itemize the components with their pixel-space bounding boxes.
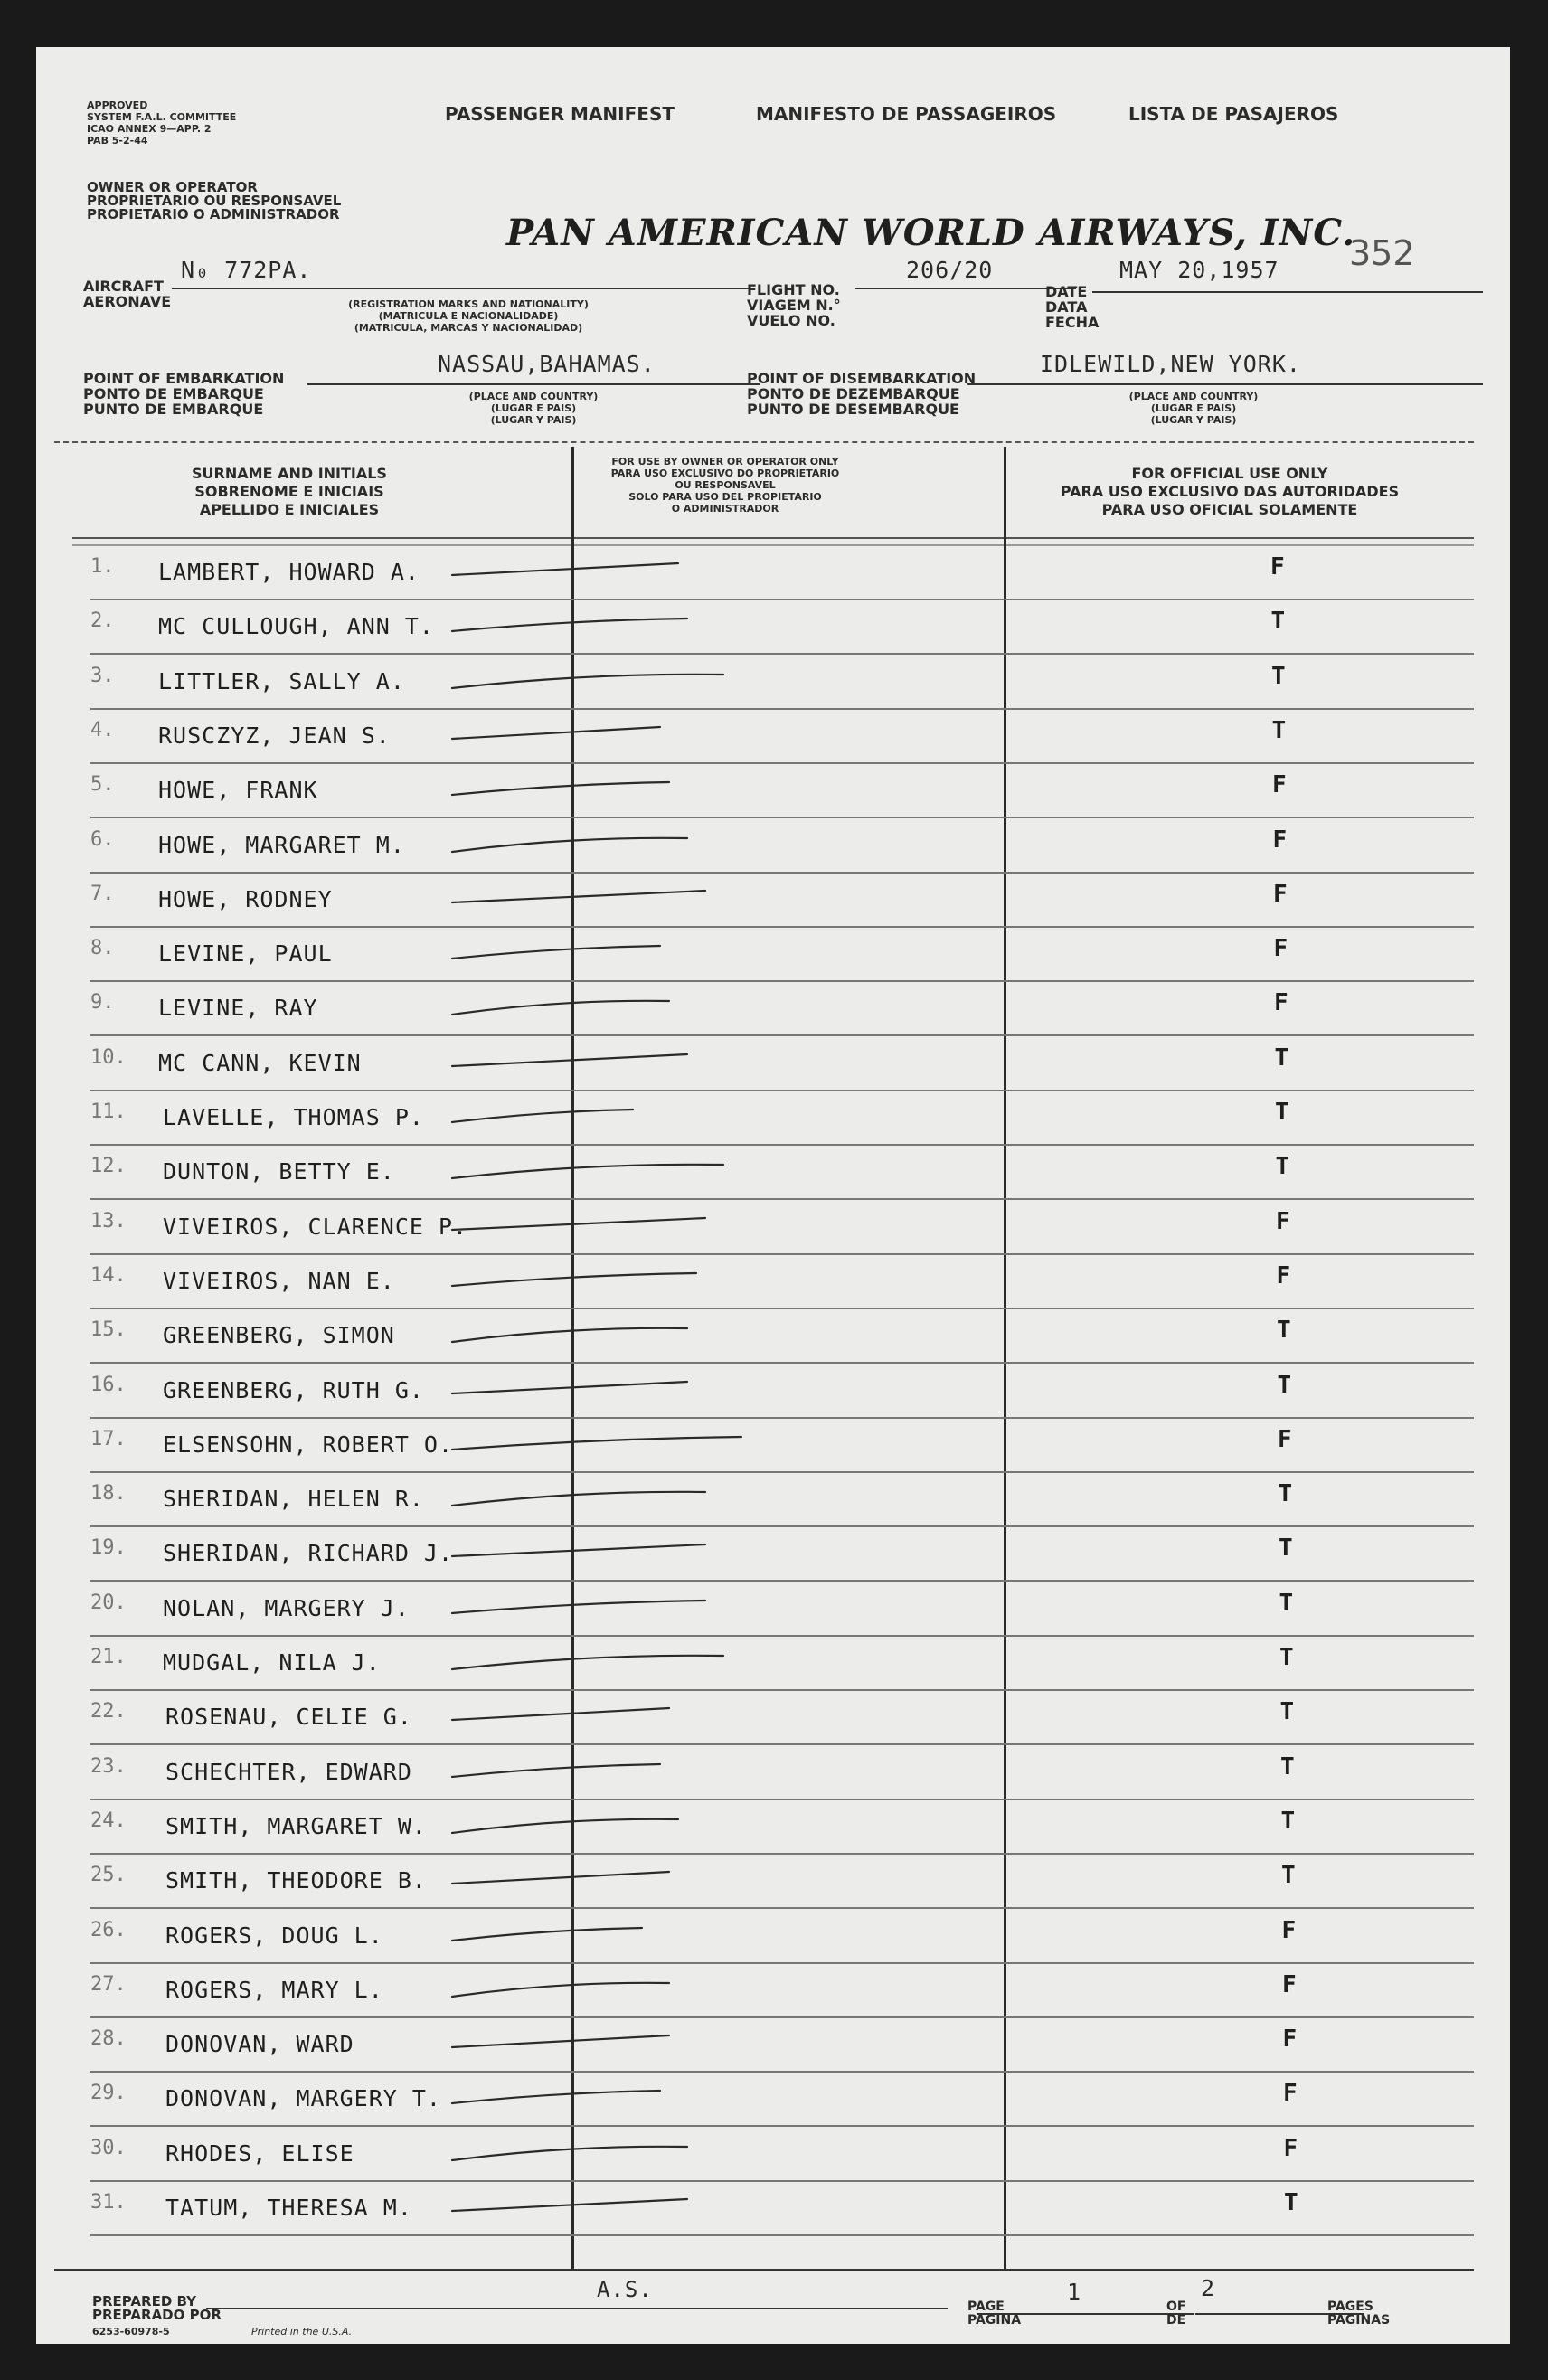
pen-stroke: [452, 1910, 958, 1964]
official-use-code: F: [1276, 1207, 1290, 1235]
row-number: 18.: [90, 1482, 127, 1506]
of-label: [1166, 2300, 1185, 2328]
pen-stroke: [452, 982, 958, 1036]
table-row: [54, 819, 1474, 874]
pen-stroke: [452, 1637, 958, 1691]
official-use-code: F: [1272, 771, 1287, 799]
official-use-code: F: [1283, 2134, 1298, 2162]
passenger-name: GREENBERG, RUTH G.: [163, 1376, 424, 1403]
passenger-name: DONOVAN, MARGERY T.: [165, 2085, 441, 2112]
prepared-by-label: [92, 2295, 222, 2322]
table-row: [54, 1309, 1474, 1364]
table-row: [54, 1255, 1474, 1309]
table-row: [54, 710, 1474, 764]
printed-in: Printed in the U.S.A.: [251, 2326, 353, 2338]
page-value: 1: [1067, 2279, 1082, 2305]
row-number: 1.: [90, 555, 115, 578]
official-use-code: F: [1274, 989, 1288, 1017]
pen-stroke: [452, 710, 958, 764]
table-row: [54, 1910, 1474, 1964]
passenger-name: VIVEIROS, CLARENCE P.: [163, 1213, 468, 1240]
total-pages-value: 2: [1201, 2275, 1216, 2301]
passenger-name: ELSENSOHN, ROBERT O.: [163, 1431, 454, 1458]
official-use-code: T: [1279, 1535, 1293, 1563]
flight-label-line: VUELO NO.: [747, 312, 835, 329]
passenger-name: RHODES, ELISE: [165, 2139, 354, 2167]
table-row: [54, 2182, 1474, 2236]
pen-stroke: [452, 2018, 958, 2073]
row-number: 4.: [90, 718, 115, 741]
row-number: 28.: [90, 2027, 127, 2051]
title-english: PASSENGER MANIFEST: [445, 103, 675, 125]
embark-sub-line: (PLACE AND COUNTRY): [468, 391, 599, 402]
passenger-name: LAMBERT, HOWARD A.: [158, 559, 420, 585]
aircraft-label-line: AERONAVE: [83, 293, 172, 310]
flight-number: 206/20: [906, 257, 994, 283]
embark-label-line: POINT OF EMBARKATION: [83, 370, 285, 387]
pen-stroke: [452, 1309, 958, 1364]
row-number: 24.: [90, 1809, 127, 1832]
airline-name: PAN AMERICAN WORLD AIRWAYS, INC.: [506, 212, 1356, 254]
passenger-name: TATUM, THERESA M.: [165, 2195, 412, 2221]
passenger-name: LEVINE, PAUL: [158, 940, 333, 968]
title-portuguese: MANIFESTO DE PASSAGEIROS: [756, 103, 1057, 125]
pen-stroke: [452, 1800, 958, 1855]
owner-label-line: PROPIETARIO O ADMINISTRADOR: [87, 206, 340, 222]
table-row: [54, 1365, 1474, 1419]
official-use-code: T: [1275, 1099, 1289, 1126]
official-use-code: F: [1283, 2080, 1298, 2108]
table-row: [54, 1091, 1474, 1146]
official-use-code: T: [1279, 1589, 1294, 1617]
table-row: [54, 1637, 1474, 1691]
column-header-line: OU RESPONSAVEL: [675, 479, 776, 491]
table-row: [54, 1037, 1474, 1091]
table-row: [54, 2073, 1474, 2127]
pages-label-line: PAGINAS: [1327, 2313, 1391, 2328]
passenger-name: LAVELLE, THOMAS P.: [163, 1104, 424, 1130]
official-use-code: F: [1282, 1970, 1297, 1998]
passenger-name: SHERIDAN, RICHARD J.: [163, 1540, 454, 1567]
passenger-name: LEVINE, RAY: [158, 995, 318, 1022]
passenger-name: SCHECHTER, EDWARD: [165, 1758, 412, 1785]
passenger-name: ROGERS, MARY L.: [165, 1976, 383, 2003]
row-number: 21.: [90, 1646, 127, 1668]
table-row: [54, 1964, 1474, 2018]
official-use-code: F: [1273, 935, 1288, 963]
embark-label: [83, 371, 284, 417]
passenger-name: SMITH, THEODORE B.: [165, 1867, 427, 1894]
disembark-label-line: POINT OF DISEMBARKATION: [747, 370, 977, 387]
passenger-name: VIVEIROS, NAN E.: [163, 1267, 395, 1294]
row-number: 31.: [90, 2191, 127, 2214]
row-number: 7.: [90, 882, 115, 905]
passenger-name: SHERIDAN, HELEN R.: [163, 1486, 424, 1513]
aircraft-sub-line: (REGISTRATION MARKS AND NATIONALITY): [348, 298, 589, 310]
column-header-line: SOBRENOME E INICIAIS: [194, 483, 384, 500]
table-row: [54, 2018, 1474, 2073]
pen-stroke: [452, 1746, 958, 1800]
row-number: 8.: [90, 937, 115, 960]
official-use-code: T: [1280, 1752, 1295, 1780]
column-header-line: FOR USE BY OWNER OR OPERATOR ONLY: [611, 456, 839, 468]
official-use-code: T: [1280, 1807, 1296, 1835]
row-number: 26.: [90, 1918, 127, 1941]
pen-stroke: [452, 1365, 958, 1419]
pen-stroke: [452, 1527, 958, 1582]
pen-stroke: [452, 1146, 958, 1200]
disembark-label-line: PUNTO DE DESEMBARQUE: [747, 401, 959, 418]
pen-stroke: [452, 1964, 958, 2018]
aircraft-label-line: AIRCRAFT: [83, 278, 164, 295]
disembark-label-line: PONTO DE DEZEMBARQUE: [747, 385, 960, 402]
row-number: 23.: [90, 1754, 127, 1778]
pen-stroke: [452, 1037, 958, 1091]
prepared-label-line: PREPARADO POR: [92, 2307, 222, 2323]
row-number: 30.: [90, 2136, 127, 2159]
embark-sublabel: [416, 391, 651, 426]
pen-stroke: [452, 1582, 958, 1637]
table-row: [54, 600, 1474, 655]
table-row: [54, 1582, 1474, 1637]
pen-stroke: [452, 600, 958, 655]
table-row: [54, 982, 1474, 1036]
official-use-code: F: [1270, 553, 1285, 581]
prepared-by-value: A.S.: [597, 2277, 653, 2302]
official-use-code: F: [1278, 1425, 1292, 1453]
official-use-code: T: [1279, 1644, 1294, 1671]
official-use-code: F: [1273, 880, 1288, 908]
pen-stroke: [452, 1473, 958, 1527]
of-label-line: OF: [1166, 2300, 1186, 2314]
embark-label-line: PUNTO DE EMBARQUE: [83, 401, 264, 418]
official-use-code: T: [1277, 1317, 1291, 1345]
of-label-line: DE: [1166, 2313, 1186, 2328]
disembark-place: IDLEWILD,NEW YORK.: [1040, 351, 1301, 377]
table-row: [54, 764, 1474, 818]
row-number: 27.: [90, 1972, 127, 1996]
table-row: [54, 1527, 1474, 1582]
passenger-name: MUDGAL, NILA J.: [163, 1649, 381, 1676]
row-number: 5.: [90, 773, 115, 797]
disembark-label: [747, 371, 976, 417]
disembark-sub-line: (LUGAR Y PAIS): [1150, 414, 1237, 426]
passenger-name: SMITH, MARGARET W.: [165, 1812, 427, 1839]
table-row: [54, 874, 1474, 928]
official-use-code: T: [1271, 716, 1287, 744]
official-use-code: F: [1276, 1261, 1291, 1289]
approval-line: ICAO ANNEX 9—APP. 2: [87, 123, 212, 135]
disembark-sublabel: [1076, 391, 1311, 426]
pen-stroke: [452, 819, 958, 874]
row-number: 19.: [90, 1536, 127, 1560]
row-number: 14.: [90, 1263, 127, 1287]
aircraft-registration: N₀ 772PA.: [181, 257, 312, 283]
aircraft-sublabel: [278, 298, 658, 334]
embark-place: NASSAU,BAHAMAS.: [438, 351, 656, 377]
table-row: [54, 1691, 1474, 1745]
column-header-line: PARA USO EXCLUSIVO DAS AUTORIDADES: [1060, 483, 1400, 500]
row-number: 6.: [90, 827, 115, 851]
aircraft-label: [83, 279, 171, 309]
column-header-line: APELLIDO E INICIALES: [199, 501, 380, 518]
pen-stroke: [452, 874, 958, 928]
passenger-name: MC CANN, KEVIN: [158, 1049, 362, 1076]
passenger-name: HOWE, FRANK: [158, 777, 318, 804]
disembark-sub-line: (PLACE AND COUNTRY): [1128, 391, 1259, 402]
passenger-name: MC CULLOUGH, ANN T.: [158, 613, 434, 640]
table-row: [54, 546, 1474, 600]
page-label-line: PAGINA: [968, 2313, 1022, 2328]
aircraft-sub-line: (MATRICULA E NACIONALIDADE): [378, 310, 559, 322]
column-header-line: FOR OFFICIAL USE ONLY: [1131, 465, 1328, 482]
row-number: 29.: [90, 2082, 127, 2105]
official-use-code: T: [1279, 1698, 1295, 1726]
flight-label-line: VIAGEM N.°: [747, 297, 841, 314]
pen-stroke: [452, 2073, 958, 2127]
passenger-name: ROGERS, DOUG L.: [165, 1922, 383, 1949]
aircraft-sub-line: (MATRICULA, MARCAS Y NACIONALIDAD): [354, 322, 583, 334]
page-label-line: PAGE: [968, 2300, 1005, 2314]
table-row: [54, 1419, 1474, 1473]
table-row: [54, 1146, 1474, 1200]
stamped-page-number: 352: [1349, 233, 1415, 273]
table-row: [54, 1855, 1474, 1909]
approval-block: [87, 99, 236, 146]
official-use-code: T: [1278, 1480, 1293, 1508]
pen-stroke: [452, 2182, 958, 2236]
row-number: 12.: [90, 1155, 127, 1178]
pen-stroke: [452, 1091, 958, 1146]
official-use-code: T: [1281, 1862, 1296, 1890]
column-header-line: O ADMINISTRADOR: [671, 503, 779, 515]
official-use-code: F: [1281, 1916, 1297, 1944]
pages-label: [1327, 2300, 1390, 2328]
manifest-sheet: [36, 47, 1510, 2344]
row-number: 9.: [90, 991, 115, 1015]
pen-stroke: [452, 928, 958, 982]
official-use-code: T: [1275, 1153, 1290, 1181]
column-header-line: SURNAME AND INITIALS: [192, 465, 387, 482]
official-use-code: T: [1274, 1044, 1289, 1072]
column-header-names: [90, 465, 488, 519]
table-row: [54, 1800, 1474, 1855]
table-row: [54, 1746, 1474, 1800]
passenger-name: DUNTON, BETTY E.: [163, 1158, 395, 1185]
passenger-name: LITTLER, SALLY A.: [158, 667, 405, 694]
embark-label-line: PONTO DE EMBARQUE: [83, 385, 264, 402]
date-label-line: DATA: [1045, 298, 1088, 316]
prepared-label-line: PREPARED BY: [92, 2293, 196, 2309]
embark-sub-line: (LUGAR Y PAIS): [490, 414, 577, 426]
pen-stroke: [452, 2128, 958, 2182]
approval-line: APPROVED: [87, 99, 148, 111]
pen-stroke: [452, 1419, 958, 1473]
table-row: [54, 2128, 1474, 2182]
row-number: 20.: [90, 1591, 127, 1614]
disembark-sub-line: (LUGAR E PAIS): [1150, 402, 1237, 414]
flight-label: [747, 282, 841, 328]
row-number: 16.: [90, 1373, 127, 1396]
pen-stroke: [452, 1855, 958, 1909]
pen-stroke: [452, 764, 958, 818]
approval-line: PAB 5-2-44: [87, 135, 148, 146]
embark-sub-line: (LUGAR E PAIS): [490, 402, 577, 414]
column-header-line: PARA USO EXCLUSIVO DO PROPRIETARIO: [610, 468, 840, 479]
row-number: 22.: [90, 1700, 127, 1724]
pen-stroke: [452, 1201, 958, 1255]
flight-label-line: FLIGHT NO.: [747, 281, 840, 298]
row-number: 10.: [90, 1045, 127, 1069]
column-header-official: [1013, 465, 1447, 519]
approval-line: SYSTEM F.A.L. COMMITTEE: [87, 111, 237, 123]
official-use-code: T: [1277, 1371, 1292, 1399]
pen-stroke: [452, 656, 958, 710]
table-row: [54, 1201, 1474, 1255]
official-use-code: T: [1271, 662, 1286, 690]
official-use-code: T: [1284, 2189, 1298, 2216]
date-label: [1045, 284, 1099, 330]
column-header-owner-use: [571, 456, 879, 515]
pages-label-line: PAGES: [1327, 2300, 1373, 2314]
table-row: [54, 656, 1474, 710]
pen-stroke: [452, 1691, 958, 1745]
date-label-line: DATE: [1045, 283, 1088, 300]
official-use-code: T: [1270, 608, 1286, 636]
owner-label: [87, 181, 341, 222]
title-spanish: LISTA DE PASAJEROS: [1128, 103, 1339, 125]
row-number: 15.: [90, 1318, 127, 1342]
pen-stroke: [452, 1255, 958, 1309]
passenger-name: NOLAN, MARGERY J.: [163, 1594, 410, 1621]
pen-stroke: [452, 546, 958, 600]
passenger-name: GREENBERG, SIMON: [163, 1322, 395, 1349]
flight-date: MAY 20,1957: [1119, 257, 1279, 283]
column-header-line: SOLO PARA USO DEL PROPIETARIO: [628, 491, 822, 503]
passenger-name: RUSCZYZ, JEAN S.: [158, 722, 391, 749]
row-number: 2.: [90, 609, 115, 633]
passenger-name: HOWE, MARGARET M.: [158, 831, 405, 858]
owner-label-line: PROPRIETARIO OU RESPONSAVEL: [87, 193, 342, 209]
official-use-code: F: [1272, 826, 1288, 854]
row-number: 13.: [90, 1209, 127, 1232]
official-use-code: F: [1282, 2026, 1298, 2054]
table-row: [54, 1473, 1474, 1527]
row-number: 11.: [90, 1100, 127, 1123]
row-number: 17.: [90, 1427, 127, 1450]
column-header-line: PARA USO OFICIAL SOLAMENTE: [1101, 501, 1358, 518]
row-number: 25.: [90, 1864, 127, 1887]
date-label-line: FECHA: [1045, 314, 1100, 331]
form-number: 6253-60978-5: [92, 2326, 170, 2338]
row-number: 3.: [90, 664, 115, 687]
passenger-name: HOWE, RODNEY: [158, 885, 333, 912]
table-row: [54, 928, 1474, 982]
passenger-name: DONOVAN, WARD: [165, 2031, 354, 2058]
passenger-name: ROSENAU, CELIE G.: [165, 1704, 412, 1731]
owner-label-line: OWNER OR OPERATOR: [87, 179, 258, 195]
